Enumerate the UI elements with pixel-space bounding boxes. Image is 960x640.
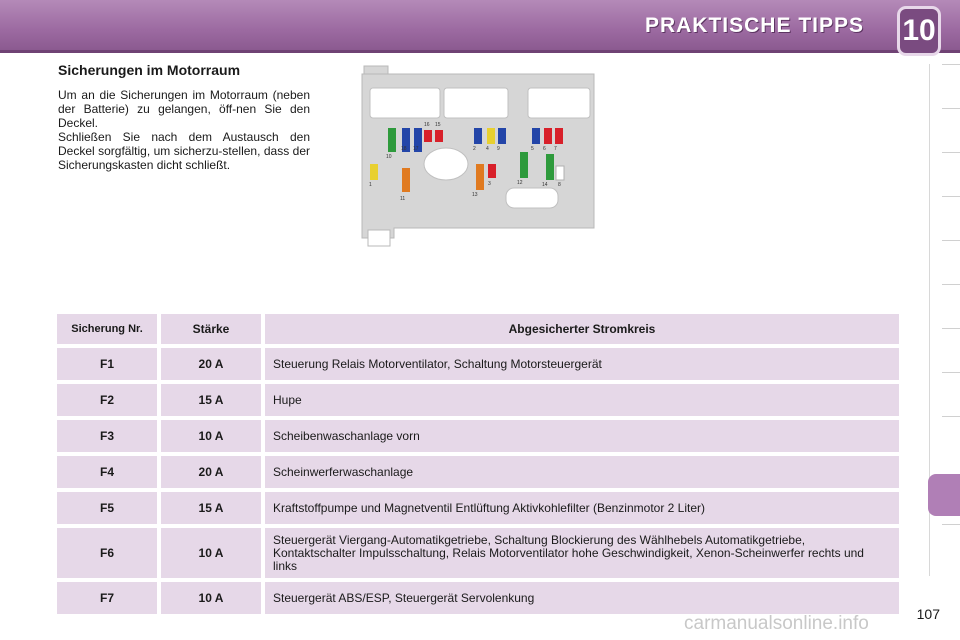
- fuse-label: 18: [401, 146, 407, 152]
- table-row: [57, 492, 903, 524]
- fuse-7: [555, 128, 563, 144]
- fuse-rating: 10 A: [161, 582, 265, 614]
- fuse-10: [388, 128, 396, 152]
- fuse-number: F5: [57, 492, 161, 524]
- fuse-label: 8: [558, 182, 561, 188]
- fuse-rating: 10 A: [161, 420, 265, 452]
- header-circuit: Abgesicherter Stromkreis: [265, 314, 903, 344]
- fuse-3: [488, 164, 496, 178]
- chapter-tab[interactable]: [942, 328, 960, 371]
- fuse-number: F2: [57, 384, 161, 416]
- paragraph-access: Um an die Sicherungen im Motorraum (neben der Batterie) zu gelangen, öff-nen Sie den Deckel.: [58, 88, 310, 130]
- fuse-1: [370, 164, 378, 180]
- table-row: [57, 582, 903, 614]
- chapter-tab[interactable]: [942, 284, 960, 327]
- fuse-label: 12: [517, 180, 523, 186]
- fuse-label: 2: [473, 146, 476, 152]
- fuse-circuit: Steuergerät ABS/ESP, Steuergerät Servolenkung: [265, 582, 903, 614]
- fuse-label: 15: [435, 122, 441, 128]
- chapter-tab[interactable]: [942, 108, 960, 151]
- housing-tab-top: [364, 66, 388, 74]
- fuse-number: F6: [57, 528, 161, 578]
- oval-opening-2: [506, 188, 558, 208]
- chapter-tab[interactable]: [942, 240, 960, 283]
- chapter-tab[interactable]: [942, 64, 960, 107]
- fuse-rating: 20 A: [161, 348, 265, 380]
- fuse-12: [520, 152, 528, 178]
- page-header: [0, 0, 960, 53]
- fuse-table: [57, 310, 903, 618]
- fuse-number: F7: [57, 582, 161, 614]
- fuse-label: 6: [543, 146, 546, 152]
- fuse-label: 4: [486, 146, 489, 152]
- fuse-14: [546, 154, 554, 180]
- fuse-label: 5: [531, 146, 534, 152]
- fuse-rating: 10 A: [161, 528, 265, 578]
- housing-tab-bottom: [368, 230, 390, 246]
- table-row: [57, 420, 903, 452]
- fuse-11: [402, 168, 410, 192]
- table-row: [57, 528, 903, 578]
- paragraph-close: Schließen Sie nach dem Austausch den Deckel sorgfältig, um sicherzu-stellen, dass der Sicherungskasten dicht schließt.: [58, 130, 310, 172]
- relay-slot-2: [444, 88, 508, 118]
- chapter-tab[interactable]: [942, 372, 960, 415]
- fuse-label: 1: [369, 182, 372, 188]
- chapter-tab[interactable]: [942, 152, 960, 195]
- fuse-circuit: Kraftstoffpumpe und Magnetventil Entlüftung Aktivkohlefilter (Benzinmotor 2 Liter): [265, 492, 903, 524]
- header-rating: Stärke: [161, 314, 265, 344]
- fuse-label: 13: [472, 192, 478, 198]
- section-title: Sicherungen im Motorraum: [58, 62, 241, 78]
- fuse-label: 14: [542, 182, 548, 188]
- section-header-title: PRAKTISCHE TIPPS: [644, 14, 864, 37]
- fuse-label: 7: [554, 146, 557, 152]
- fuse-circuit: Steuerung Relais Motorventilator, Schaltung Motorsteuergerät: [265, 348, 903, 380]
- fuse-13: [476, 164, 484, 190]
- fuse-9: [498, 128, 506, 144]
- chapter-tab[interactable]: [942, 524, 960, 567]
- chapter-tab-active[interactable]: [928, 474, 960, 516]
- chapter-number-badge: 10: [900, 9, 938, 53]
- fuse-number: F3: [57, 420, 161, 452]
- fuse-circuit: Scheibenwaschanlage vorn: [265, 420, 903, 452]
- fuse-label: 10: [386, 154, 392, 160]
- fuse-label: 16: [424, 122, 430, 128]
- fuse-number: F4: [57, 456, 161, 488]
- table-row: [57, 348, 903, 380]
- fuse-circuit: Hupe: [265, 384, 903, 416]
- table-header-row: [57, 314, 903, 344]
- fuse-label: 11: [400, 196, 406, 202]
- fuse-rating: 15 A: [161, 492, 265, 524]
- watermark: carmanualsonline.info: [684, 613, 869, 634]
- fuse-2: [474, 128, 482, 144]
- fuse-8: [556, 166, 564, 180]
- header-fuse-number: Sicherung Nr.: [57, 314, 161, 344]
- chapter-tab-rail: [929, 64, 960, 576]
- fuse-4: [487, 128, 495, 144]
- fuse-6: [544, 128, 552, 144]
- relay-slot-1: [370, 88, 440, 118]
- oval-opening: [424, 148, 468, 180]
- fuse-15: [435, 130, 443, 142]
- relay-slot-3: [528, 88, 590, 118]
- chapter-tab[interactable]: [942, 196, 960, 239]
- fuse-label: 3: [488, 181, 491, 187]
- table-row: [57, 456, 903, 488]
- fuse-label: 9: [497, 146, 500, 152]
- fuse-circuit: Steuergerät Viergang-Automatikgetriebe, Schaltung Blockierung des Wählhebels Automatikgetriebe, Kontaktschalter Impulsschaltung, Relais Motorventilator hohe Geschwindigkeit, Xenon-Scheinwerfer rechts und links: [265, 528, 903, 578]
- page-number: 107: [916, 606, 940, 622]
- fuse-label: 17: [413, 146, 419, 152]
- fuse-rating: 20 A: [161, 456, 265, 488]
- fuse-box-diagram: [356, 60, 606, 250]
- fuse-circuit: Scheinwerferwaschanlage: [265, 456, 903, 488]
- fuse-number: F1: [57, 348, 161, 380]
- table-row: [57, 384, 903, 416]
- fuse-rating: 15 A: [161, 384, 265, 416]
- chapter-tab[interactable]: [942, 416, 960, 459]
- fuse-16: [424, 130, 432, 142]
- fuse-5: [532, 128, 540, 144]
